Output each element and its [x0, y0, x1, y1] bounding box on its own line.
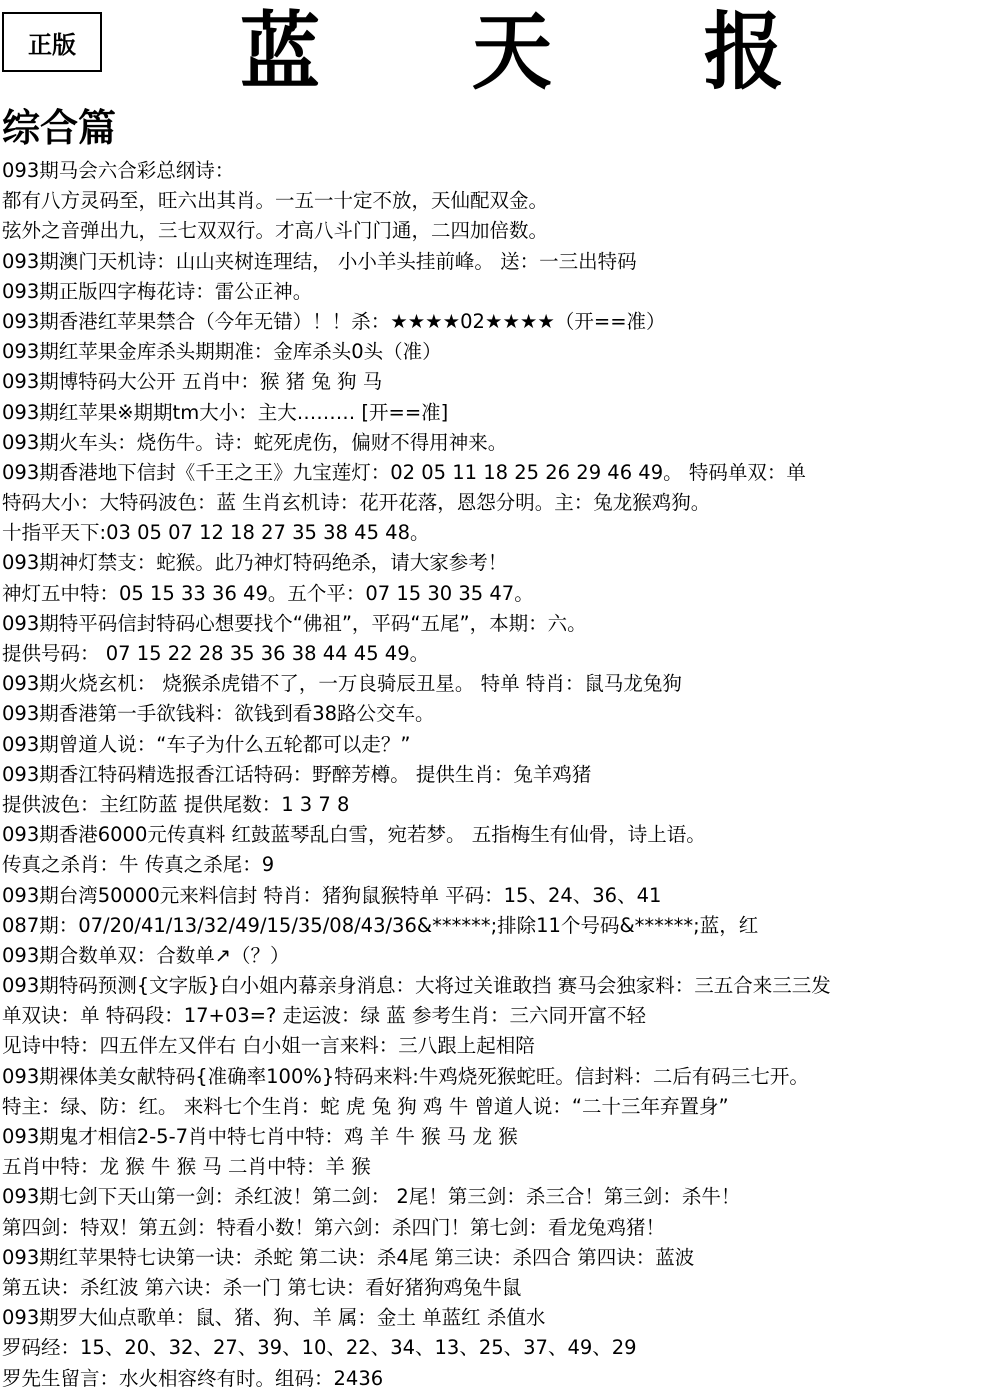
section-heading: 综合篇: [2, 105, 117, 150]
content-line: 罗先生留言：水火相容终有时。组码：2436: [2, 1366, 384, 1390]
content-line: 罗码经：15、20、32、27、39、10、22、34、13、25、37、49、29: [2, 1336, 637, 1360]
content-line: 第四剑：特双！第五剑：特看小数！第六剑：杀四门！第七剑：看龙兔鸡猪！: [2, 1215, 666, 1239]
content-line: 093期特码预测{文字版}白小姐内幕亲身消息：大将过关谁敢挡 赛马会独家料：三五合来三三发: [2, 974, 831, 998]
content-line: 093期罗大仙点歌单：鼠、猪、狗、羊 属：金土 单蓝红 杀值水: [2, 1306, 546, 1330]
content-line: 093期火烧玄机： 烧猴杀虎错不了，一万良骑辰丑星。 特单 特肖：鼠马龙兔狗: [2, 672, 682, 696]
content-line: 提供波色：主红防蓝 提供尾数：1 3 7 8: [2, 792, 350, 816]
content-line: 传真之杀肖：牛 传真之杀尾：9: [2, 853, 275, 877]
content-line: 093期马会六合彩总纲诗：: [2, 159, 235, 182]
edition-badge: 正版: [2, 12, 102, 72]
content-line: 五肖中特：龙 猴 牛 猴 马 二肖中特：羊 猴: [2, 1155, 371, 1179]
content-line: 093期香港地下信封《千王之王》九宝莲灯：02 05 11 18 25 26 29 46 49。 特码单双：单: [2, 460, 806, 484]
content-line: 093期神灯禁支：蛇猴。此乃神灯特码绝杀，请大家参考！: [2, 551, 508, 575]
content-line: 弦外之音弹出九，三七双双行。才高八斗门门通，二四加倍数。: [2, 219, 549, 243]
content-line: 093期台湾50000元来料信封 特肖：猪狗鼠猴特单 平码：15、24、36、41: [2, 883, 662, 907]
content-line: 第五诀：杀红波 第六诀：杀一门 第七诀：看好猪狗鸡兔牛鼠: [2, 1275, 522, 1299]
content-line: 093期红苹果※期期tm大小：主大……… [开==准]: [2, 400, 449, 424]
content-line: 093期红苹果金库杀头期期准：金库杀头0头（准）: [2, 340, 442, 364]
content-line: 093期鬼才相信2-5-7肖中特七肖中特：鸡 羊 牛 猴 马 龙 猴: [2, 1125, 518, 1148]
content-line: 特码大小：大特码波色：蓝 生肖玄机诗：花开花落，恩怨分明。主：兔龙猴鸡狗。: [2, 491, 711, 515]
content-line: 特主：绿、防：红。 来料七个生肖：蛇 虎 兔 狗 鸡 牛 曾道人说：“二十三年弃置身”: [2, 1094, 729, 1118]
content-line: 093期特平码信封特码心想要找个“佛祖”，平码“五尾”，本期：六。: [2, 611, 587, 635]
masthead-title: 蓝 天 报: [240, 2, 846, 101]
content-line: 093期香港6000元传真料 红鼓蓝琴乱白雪，宛若梦。 五指梅生有仙骨，诗上语。: [2, 823, 706, 847]
content-line: 093期合数单双：合数单↗（？）: [2, 943, 290, 967]
content-line: 093期博特码大公开 五肖中：猴 猪 兔 狗 马: [2, 370, 383, 394]
content-line: 见诗中特：四五伴左又伴右 白小姐一言来料：三八跟上起相陪: [2, 1034, 535, 1058]
content-line: 093期香江特码精选报香江话特码：野醉芳樽。 提供生肖：兔羊鸡猪: [2, 762, 592, 786]
content-line: 093期曾道人说：“车子为什么五轮都可以走？”: [2, 732, 411, 756]
content-line: 都有八方灵码至，旺六出其肖。一五一十定不放，天仙配双金。: [2, 189, 549, 213]
content-line: 093期七剑下天山第一剑：杀红波！第二剑： 2尾！第三剑：杀三合！第三剑：杀牛！: [2, 1185, 741, 1209]
content-line: 093期裸体美女献特码{准确率100%}特码来料:牛鸡烧死猴蛇旺。信封料：二后有码三七开。: [2, 1064, 809, 1088]
content-line: 093期香港红苹果禁合（今年无错）！！杀：★★★★02★★★★（开==准）: [2, 309, 666, 333]
content-line: 十指平天下:03 05 07 12 18 27 35 38 45 48。: [2, 521, 430, 545]
content-line: 单双诀：单 特码段：17+03=? 走运波：绿 蓝 参考生肖：三六同开富不轻: [2, 1004, 646, 1028]
content-line: 093期正版四字梅花诗：雷公正神。: [2, 279, 313, 303]
content-line: 神灯五中特：05 15 33 36 49。五个平：07 15 30 35 47。: [2, 581, 534, 605]
content-line: 093期香港第一手欲钱料：欲钱到看38路公交车。: [2, 702, 435, 726]
content-line: 093期澳门天机诗：山山夹树连理结， 小小羊头挂前峰。 送：一三出特码: [2, 249, 637, 273]
content-line: 093期红苹果特七诀第一诀：杀蛇 第二诀：杀4尾 第三诀：杀四合 第四诀：蓝波: [2, 1245, 695, 1269]
content-lines: [2, 156, 992, 1394]
content-line: 087期：07/20/41/13/32/49/15/35/08/43/36&******;排除11个号码&******;蓝，红: [2, 913, 759, 937]
content-line: 提供号码： 07 15 22 28 35 36 38 44 45 49。: [2, 642, 430, 665]
content-line: 093期火车头：烧伤牛。诗：蛇死虎伤，偏财不得用神来。: [2, 430, 508, 454]
